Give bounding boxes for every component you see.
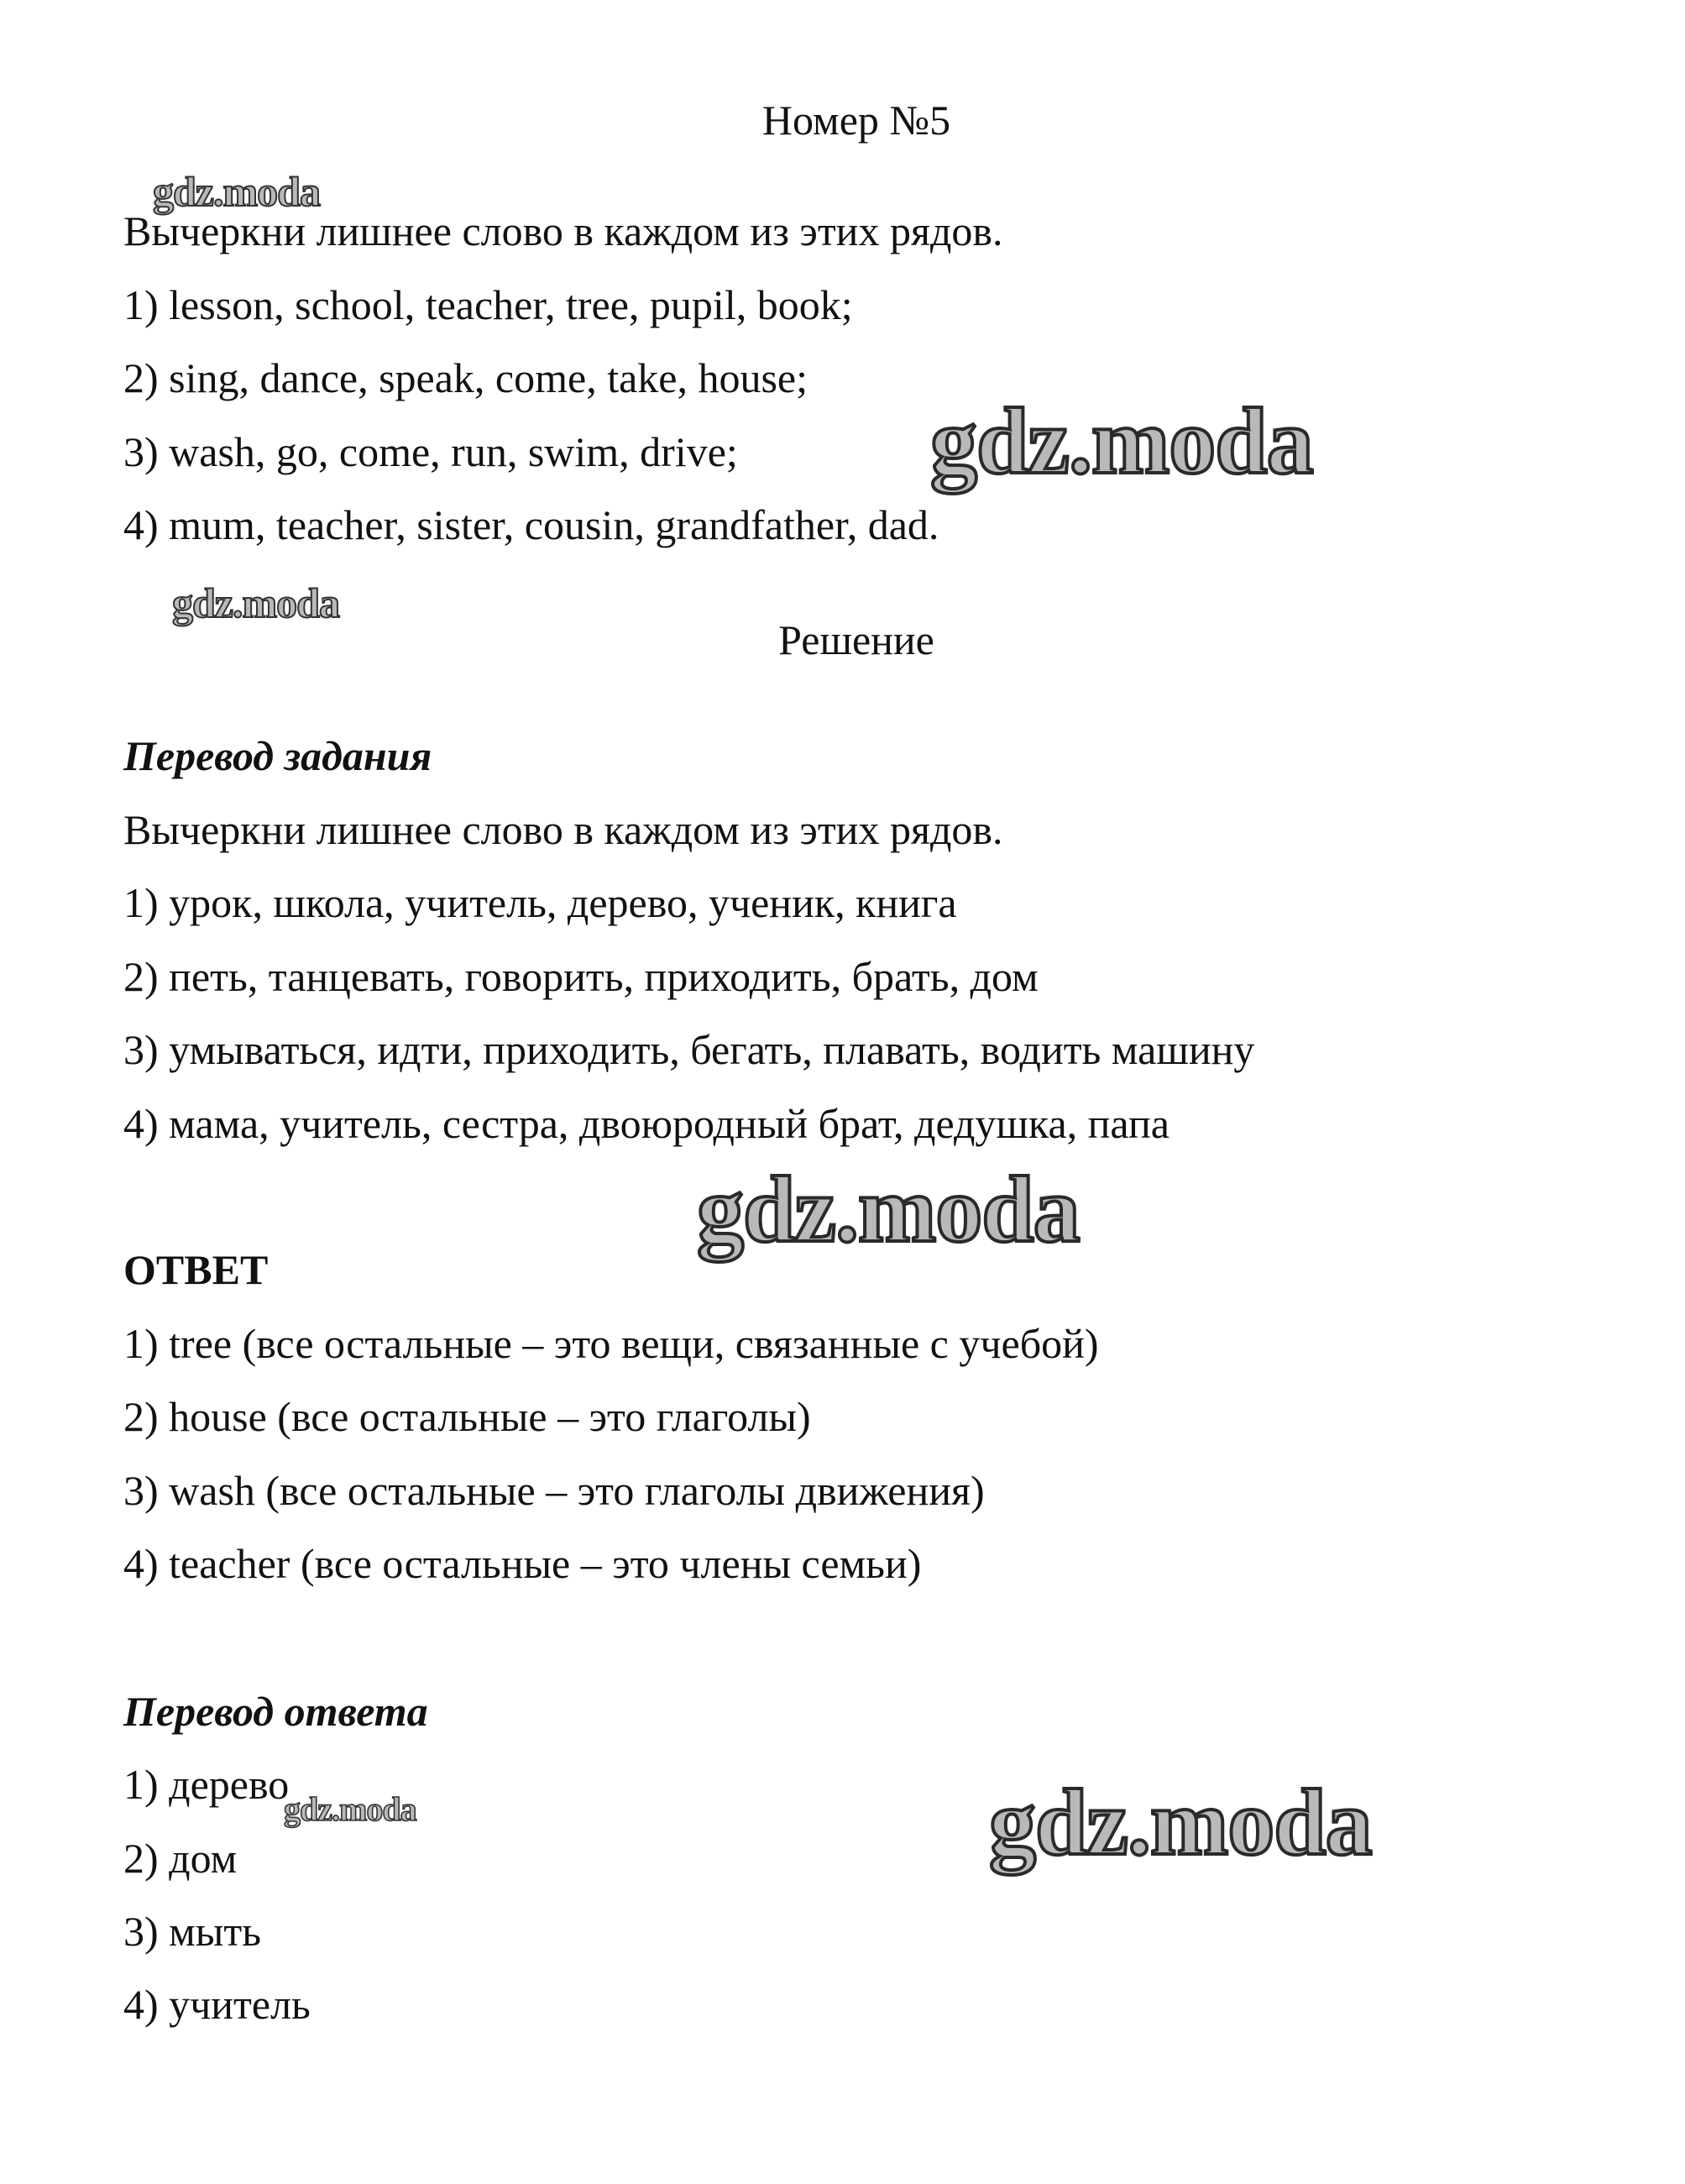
answer-translation-item: 4) учитель — [123, 1981, 311, 2028]
watermark-logo: gdz.moda — [697, 1158, 1080, 1262]
task-translation-heading: Перевод задания — [123, 732, 432, 779]
answer-item: 3) wash (все остальные – это глаголы движения) — [123, 1467, 985, 1514]
task-translation-item: 3) умываться, идти, приходить, бегать, плавать, водить машину — [123, 1026, 1255, 1073]
answer-translation-heading: Перевод ответа — [123, 1688, 428, 1735]
answer-item: 4) teacher (все остальные – это члены семьи) — [123, 1540, 922, 1587]
answer-translation-item: 1) дерево — [123, 1761, 290, 1808]
answer-translation-item: 3) мыть — [123, 1908, 262, 1955]
watermark-logo: gdz.moda — [172, 579, 339, 626]
task-item: 1) lesson, school, teacher, tree, pupil, book; — [123, 281, 853, 328]
task-item: 3) wash, go, come, run, swim, drive; — [123, 428, 738, 475]
task-item: 4) mum, teacher, sister, cousin, grandfather, dad. — [123, 501, 939, 548]
watermark-logo: gdz.moda — [153, 168, 320, 215]
task-item: 2) sing, dance, speak, come, take, house; — [123, 354, 808, 401]
watermark-logo: gdz.moda — [989, 1771, 1372, 1875]
task-instruction: Вычеркни лишнее слово в каждом из этих рядов. — [123, 207, 1003, 254]
task-translation-item: 1) урок, школа, учитель, дерево, ученик, книга — [123, 879, 957, 926]
answer-heading: ОТВЕТ — [123, 1246, 269, 1293]
answer-translation-item: 2) дом — [123, 1835, 238, 1882]
answer-item: 2) house (все остальные – это глаголы) — [123, 1393, 811, 1440]
task-translation-item: 4) мама, учитель, сестра, двоюродный брат, дедушка, папа — [123, 1100, 1170, 1147]
page-title: Номер №5 — [761, 97, 951, 144]
answer-item: 1) tree (все остальные – это вещи, связанные с учебой) — [123, 1320, 1099, 1367]
task-translation-item: 2) петь, танцевать, говорить, приходить, брать, дом — [123, 953, 1039, 1000]
watermark-logo: gdz.moda — [930, 390, 1313, 494]
task-translation-instruction: Вычеркни лишнее слово в каждом из этих рядов. — [123, 806, 1003, 853]
watermark-logo: gdz.moda — [284, 1790, 416, 1828]
solution-label: Решение — [778, 616, 934, 663]
